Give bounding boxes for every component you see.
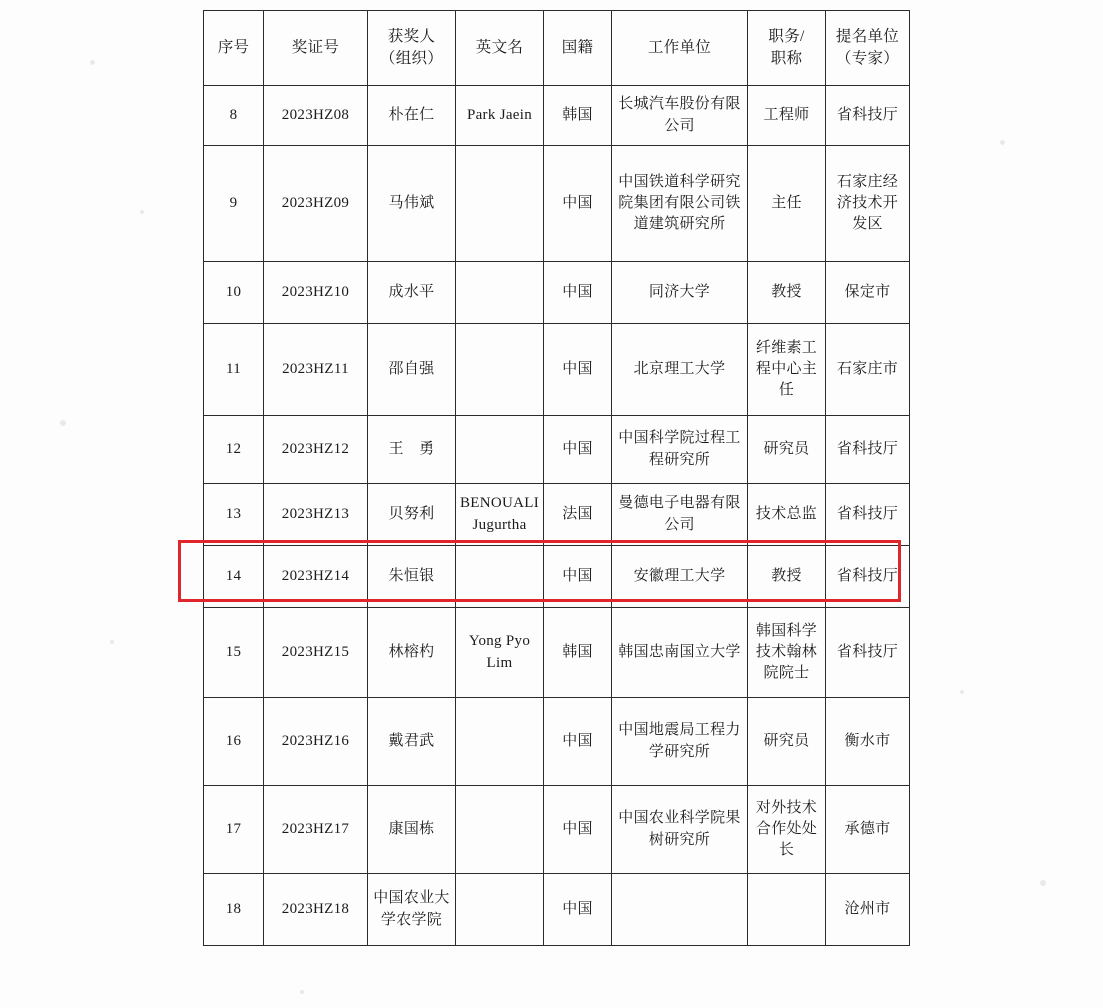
- scan-speck: [1040, 880, 1046, 886]
- cell-en-name: [456, 874, 544, 946]
- cell-nominator: 保定市: [826, 262, 910, 324]
- cell-no: 11: [204, 324, 264, 416]
- cell-nationality: 法国: [544, 484, 612, 546]
- cell-nationality: 中国: [544, 786, 612, 874]
- cell-en-name: [456, 262, 544, 324]
- cell-en-name: [456, 324, 544, 416]
- cell-title: 研究员: [748, 698, 826, 786]
- cell-en-name: [456, 546, 544, 608]
- cell-title: 教授: [748, 262, 826, 324]
- cell-name: 王 勇: [368, 416, 456, 484]
- cell-nominator: 石家庄市: [826, 324, 910, 416]
- cell-no: 12: [204, 416, 264, 484]
- cell-nominator: 省科技厅: [826, 546, 910, 608]
- header-cell-name: [368, 11, 456, 86]
- header-line2: 职称: [770, 50, 803, 67]
- cell-cert: 2023HZ08: [264, 86, 368, 146]
- cell-nominator: 沧州市: [826, 874, 910, 946]
- cell-no: 18: [204, 874, 264, 946]
- cell-no: 13: [204, 484, 264, 546]
- cell-title: 技术总监: [748, 484, 826, 546]
- cell-nationality: 中国: [544, 146, 612, 262]
- header-line1: 职务/: [768, 28, 805, 45]
- header-cell-nationality: [544, 11, 612, 86]
- cell-name: 贝努利: [368, 484, 456, 546]
- cell-nationality: 韩国: [544, 86, 612, 146]
- cell-org: 安徽理工大学: [612, 546, 748, 608]
- scan-speck: [60, 420, 66, 426]
- cell-name: 中国农业大学农学院: [368, 874, 456, 946]
- header-line2: （专家）: [835, 50, 900, 67]
- cell-en-name: Yong Pyo Lim: [456, 608, 544, 698]
- cell-en-name: [456, 146, 544, 262]
- header-line2: （组织）: [379, 50, 444, 67]
- cell-nominator: 省科技厅: [826, 608, 910, 698]
- cell-no: 17: [204, 786, 264, 874]
- header-line1: 提名单位: [835, 28, 900, 45]
- header-line1: 获奖人: [387, 28, 436, 45]
- cell-name: 朱恒银: [368, 546, 456, 608]
- cell-name: 戴君武: [368, 698, 456, 786]
- scan-speck: [90, 60, 95, 65]
- cell-name: 邵自强: [368, 324, 456, 416]
- scan-speck: [1000, 140, 1005, 145]
- header-line1: 英文名: [475, 39, 524, 56]
- cell-en-name: [456, 416, 544, 484]
- cell-org: [612, 874, 748, 946]
- header-line1: 国籍: [561, 39, 594, 56]
- scan-speck: [300, 990, 304, 994]
- header-cell-en-name: [456, 11, 544, 86]
- table-header: [204, 11, 910, 86]
- cell-en-name: BENOUALI Jugurtha: [456, 484, 544, 546]
- cell-cert: 2023HZ13: [264, 484, 368, 546]
- table-row: [204, 484, 910, 546]
- cell-cert: 2023HZ09: [264, 146, 368, 262]
- cell-nominator: 衡水市: [826, 698, 910, 786]
- cell-no: 8: [204, 86, 264, 146]
- table-row: [204, 324, 910, 416]
- cell-org: 北京理工大学: [612, 324, 748, 416]
- cell-en-name: [456, 698, 544, 786]
- cell-nominator: 省科技厅: [826, 416, 910, 484]
- cell-org: 同济大学: [612, 262, 748, 324]
- cell-name: 马伟斌: [368, 146, 456, 262]
- cell-title: 工程师: [748, 86, 826, 146]
- award-table: [203, 10, 910, 946]
- cell-cert: 2023HZ17: [264, 786, 368, 874]
- table-row-highlighted: [204, 546, 910, 608]
- header-line1: 奖证号: [291, 39, 340, 56]
- cell-nationality: 中国: [544, 546, 612, 608]
- header-row: [204, 11, 910, 86]
- cell-nationality: 韩国: [544, 608, 612, 698]
- header-line1: 工作单位: [647, 39, 712, 56]
- table-row: [204, 416, 910, 484]
- table-row: [204, 262, 910, 324]
- cell-no: 16: [204, 698, 264, 786]
- scan-speck: [110, 640, 114, 644]
- cell-title: 对外技术合作处处长: [748, 786, 826, 874]
- cell-en-name: [456, 786, 544, 874]
- cell-name: 林榕杓: [368, 608, 456, 698]
- cell-title: 教授: [748, 546, 826, 608]
- cell-org: 中国科学院过程工程研究所: [612, 416, 748, 484]
- table-row: [204, 608, 910, 698]
- cell-org: 中国铁道科学研究院集团有限公司铁道建筑研究所: [612, 146, 748, 262]
- header-line1: 序号: [217, 39, 250, 56]
- header-cell-org: [612, 11, 748, 86]
- cell-cert: 2023HZ15: [264, 608, 368, 698]
- cell-title: 研究员: [748, 416, 826, 484]
- cell-nominator: 省科技厅: [826, 484, 910, 546]
- table-row: [204, 698, 910, 786]
- table-body: [204, 86, 910, 946]
- table-row: [204, 786, 910, 874]
- cell-name: 朴在仁: [368, 86, 456, 146]
- header-cell-title: [748, 11, 826, 86]
- cell-cert: 2023HZ18: [264, 874, 368, 946]
- cell-en-name: Park Jaein: [456, 86, 544, 146]
- cell-title: 韩国科学技术翰林院院士: [748, 608, 826, 698]
- cell-no: 14: [204, 546, 264, 608]
- header-cell-cert: [264, 11, 368, 86]
- cell-no: 9: [204, 146, 264, 262]
- cell-org: 曼德电子电器有限公司: [612, 484, 748, 546]
- scan-speck: [140, 210, 144, 214]
- cell-nationality: 中国: [544, 324, 612, 416]
- cell-nominator: 承德市: [826, 786, 910, 874]
- cell-nationality: 中国: [544, 262, 612, 324]
- cell-org: 中国地震局工程力学研究所: [612, 698, 748, 786]
- header-cell-no: [204, 11, 264, 86]
- cell-nationality: 中国: [544, 874, 612, 946]
- scan-speck: [960, 690, 964, 694]
- cell-nationality: 中国: [544, 698, 612, 786]
- cell-org: 韩国忠南国立大学: [612, 608, 748, 698]
- cell-nominator: 石家庄经济技术开发区: [826, 146, 910, 262]
- cell-name: 成水平: [368, 262, 456, 324]
- cell-cert: 2023HZ12: [264, 416, 368, 484]
- cell-title: 主任: [748, 146, 826, 262]
- table-row: [204, 86, 910, 146]
- cell-title: 纤维素工程中心主任: [748, 324, 826, 416]
- cell-name: 康国栋: [368, 786, 456, 874]
- cell-org: 中国农业科学院果树研究所: [612, 786, 748, 874]
- cell-title: [748, 874, 826, 946]
- cell-nominator: 省科技厅: [826, 86, 910, 146]
- cell-cert: 2023HZ16: [264, 698, 368, 786]
- table-row: [204, 146, 910, 262]
- table-row: [204, 874, 910, 946]
- header-cell-nominator: [826, 11, 910, 86]
- cell-cert: 2023HZ10: [264, 262, 368, 324]
- cell-no: 10: [204, 262, 264, 324]
- cell-nationality: 中国: [544, 416, 612, 484]
- cell-no: 15: [204, 608, 264, 698]
- cell-cert: 2023HZ11: [264, 324, 368, 416]
- cell-org: 长城汽车股份有限公司: [612, 86, 748, 146]
- cell-cert: 2023HZ14: [264, 546, 368, 608]
- award-table-container: [203, 10, 900, 946]
